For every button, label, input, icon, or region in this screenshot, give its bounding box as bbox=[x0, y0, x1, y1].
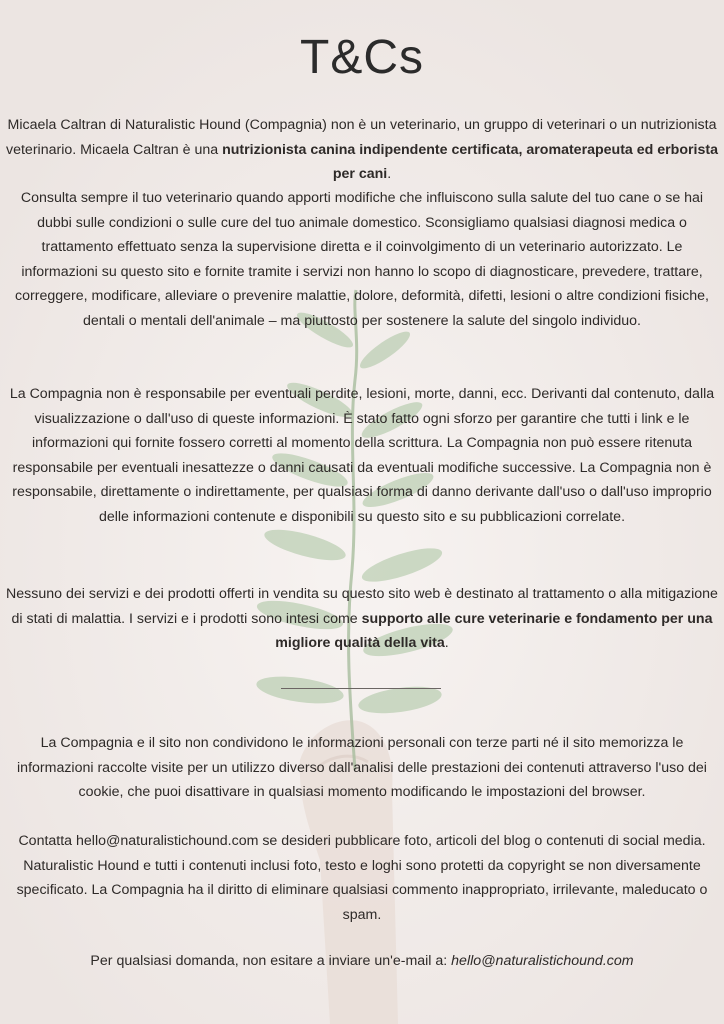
services-paragraph: Nessuno dei servizi e dei prodotti offerti in vendita su questo sito web è destinato al trattamento o alla mitigazione di stati di malattia. I servizi e i prodotti sono intesi come supporto alle cure veterinarie e fondamento per una migliore qualità della vita. bbox=[6, 586, 718, 652]
contact-paragraph: Contatta hello@naturalistichound.com se desideri pubblicare foto, articoli del blog o contenuti di social media. Naturalistic Hound e tutti i contenuti inclusi foto, testo e loghi sono protetti da copyright se non diversamente specificato. La Compagnia ha il diritto di eliminare qualsiasi commento inappropriato, irrilevante, maleducato o spam. bbox=[16, 833, 708, 923]
vet-disclaimer-paragraph: Consulta sempre il tuo veterinario quando apporti modifiche che influiscono sulla salute del tuo cane o se hai dubbi sulle condizioni o sulle cure del tuo animale domestico. Sconsigliamo qualsiasi diagnosi medica o trattamento effettuato senza la supervisione diretta e il coinvolgimento di un veterinario autorizzato. Le informazioni su questo sito e fornite tramite i servizi non hanno lo scopo di diagnosticare, prevedere, trattare, correggere, modificare, alleviare o prevenire malattie, dolore, deformità, difetti, lesioni o altre condizioni fisiche, dentali o mentali dell'animale – ma piuttosto per sostenere la salute del singolo individuo. bbox=[15, 190, 709, 329]
support-highlight: supporto alle cure veterinarie e fondamento per una migliore qualità della vita bbox=[275, 610, 713, 652]
section-divider bbox=[281, 688, 441, 689]
qualification-highlight: nutrizionista canina indipendente certificata, aromaterapeuta ed erborista per cani bbox=[222, 141, 718, 183]
email-link[interactable]: hello@naturalistichound.com bbox=[451, 953, 634, 969]
page-title: T&Cs bbox=[300, 31, 424, 84]
privacy-paragraph: La Compagnia e il sito non condividono le informazioni personali con terze parti né il sito memorizza le informazioni raccolte visite per un utilizzo diverso dall'analisi delle prestazioni dei contenuti attraverso l'uso dei cookie, che puoi disattivare in qualsiasi momento modificando le impostazioni del browser. bbox=[17, 735, 707, 801]
questions-paragraph: Per qualsiasi domanda, non esitare a inviare un'e-mail a: hello@naturalistichound.com bbox=[90, 953, 634, 969]
intro-paragraph: Micaela Caltran di Naturalistic Hound (Compagnia) non è un veterinario, un gruppo di veterinari o un nutrizionista veterinario. Micaela Caltran è una nutrizionista canina indipendente certificata, aromaterapeuta ed erborista per cani. bbox=[6, 117, 718, 183]
liability-paragraph: La Compagnia non è responsabile per eventuali perdite, lesioni, morte, danni, ecc. Derivanti dal contenuto, dalla visualizzazione o dall'uso di queste informazioni. È stato fatto ogni sforzo per garantire che tutti i link e le informazioni qui fornite fossero corretti al momento della scrittura. La Compagnia non può essere ritenuta responsabile per eventuali inesattezze o danni causati da eventuali modifiche successive. La Compagnia non è responsabile, direttamente o indirettamente, per qualsiasi forma di danno derivante dall'uso o dall'uso improprio delle informazioni contenute e disponibili su questo sito e su pubblicazioni correlate. bbox=[9, 386, 715, 525]
